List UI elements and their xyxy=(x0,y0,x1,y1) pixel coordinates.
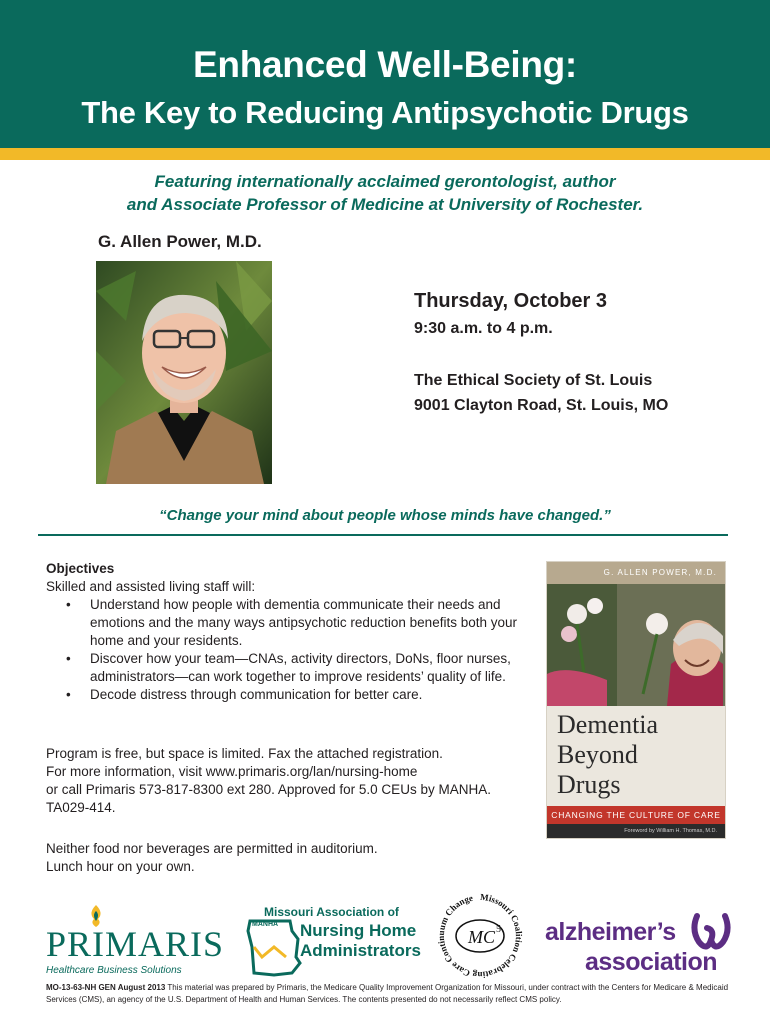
primaris-logo xyxy=(46,905,226,975)
alz-line-1: alzheimer’s xyxy=(545,918,676,946)
book-title-line: Drugs xyxy=(557,770,621,799)
featuring-line-1: Featuring internationally acclaimed gerontologist, author xyxy=(154,172,616,191)
speaker-photo xyxy=(96,261,272,484)
featuring-line-2: and Associate Professor of Medicine at University of Rochester. xyxy=(126,195,644,214)
divider xyxy=(38,534,728,536)
footer-code: MO-13-63-NH GEN August 2013 xyxy=(46,983,166,992)
objective-text: Discover how your team—CNAs, activity directors, DoNs, floor nurses, administrators—can work together to improve residents’ quality of life. xyxy=(90,651,511,684)
manha-top-text: Missouri Association of xyxy=(264,905,399,919)
program-line: Program is free, but space is limited. Fax the attached registration. xyxy=(46,746,443,761)
objectives-section xyxy=(46,560,526,704)
event-date: Thursday, October 3 xyxy=(414,290,608,312)
speaker-name: G. Allen Power, M.D. xyxy=(98,232,262,251)
objectives-list xyxy=(46,596,526,704)
alz-line-2: association xyxy=(585,948,718,976)
book-foreword: Foreword by William H. Thomas, M.D. xyxy=(547,824,725,838)
alz-swirl-icon xyxy=(689,912,733,954)
book-subtitle: CHANGING THE CULTURE OF CARE xyxy=(547,806,725,824)
manha-line-2: Administrators xyxy=(300,941,421,960)
objectives-heading: Objectives xyxy=(46,561,115,576)
book-author: G. ALLEN POWER, M.D. xyxy=(547,562,725,584)
gold-accent-bar xyxy=(0,148,770,160)
objective-text: Decode distress through communication for better care. xyxy=(90,687,423,702)
program-line: For more information, visit www.primaris.org/lan/nursing-home xyxy=(46,764,418,779)
mc5-ring-text: Missouri Coalition Celebrating Care Continuum Change xyxy=(435,891,524,981)
manha-line-1: Nursing Home xyxy=(300,921,417,940)
program-info xyxy=(46,745,526,817)
primaris-tagline: Healthcare Business Solutions xyxy=(46,965,182,976)
list-item xyxy=(46,650,526,686)
program-line: TA029-414. xyxy=(46,800,116,815)
mc5-sup: 5 xyxy=(496,924,501,935)
mc5-text: MC xyxy=(468,927,495,947)
notice-line: Neither food nor beverages are permitted in auditorium. xyxy=(46,841,378,856)
book-title xyxy=(557,710,658,800)
event-time: 9:30 a.m. to 4 p.m. xyxy=(414,320,553,337)
venue-name: The Ethical Society of St. Louis xyxy=(414,372,653,389)
notice-line: Lunch hour on your own. xyxy=(46,859,195,874)
program-line: or call Primaris 573-817-8300 ext 280. Approved for 5.0 CEUs by MANHA. xyxy=(46,782,491,797)
book-cover xyxy=(546,561,726,839)
header-banner xyxy=(0,0,770,148)
book-title-line: Beyond xyxy=(557,740,638,769)
book-cover-photo xyxy=(547,584,725,706)
objective-text: Understand how people with dementia communicate their needs and emotions and the many ways antipsychotic reduction benefits both your home and your residents. xyxy=(90,597,517,648)
bullet: • xyxy=(66,597,71,612)
mc5-logo xyxy=(432,888,528,984)
list-item xyxy=(46,686,526,704)
alzheimers-logo xyxy=(545,912,735,980)
footer-disclaimer xyxy=(46,982,736,1006)
bullet: • xyxy=(66,687,71,702)
page-title: Enhanced Well-Being: xyxy=(193,44,577,85)
book-title-line: Dementia xyxy=(557,710,659,739)
venue-address: 9001 Clayton Road, St. Louis, MO xyxy=(414,397,669,414)
food-notice xyxy=(46,840,526,876)
event-venue xyxy=(414,368,668,418)
page-subtitle: The Key to Reducing Antipsychotic Drugs xyxy=(81,95,689,130)
objectives-intro: Skilled and assisted living staff will: xyxy=(46,579,256,594)
manha-logo xyxy=(244,905,424,977)
featuring-text xyxy=(0,170,770,216)
bullet: • xyxy=(66,651,71,666)
quote: “Change your mind about people whose minds have changed.” xyxy=(159,507,611,524)
manha-mark: MANHA xyxy=(252,921,279,928)
footer-text: This material was prepared by Primaris, the Medicare Quality Improvement Organization for Missouri, under contract with the Centers for Medicare & Medicaid Services (CMS), an agency of the U.S. Department of Health and Human Services. The contents presented do not necessarily reflect CMS policy. xyxy=(46,983,729,1004)
list-item xyxy=(46,596,526,650)
primaris-name: PRIMARIS xyxy=(46,924,225,964)
